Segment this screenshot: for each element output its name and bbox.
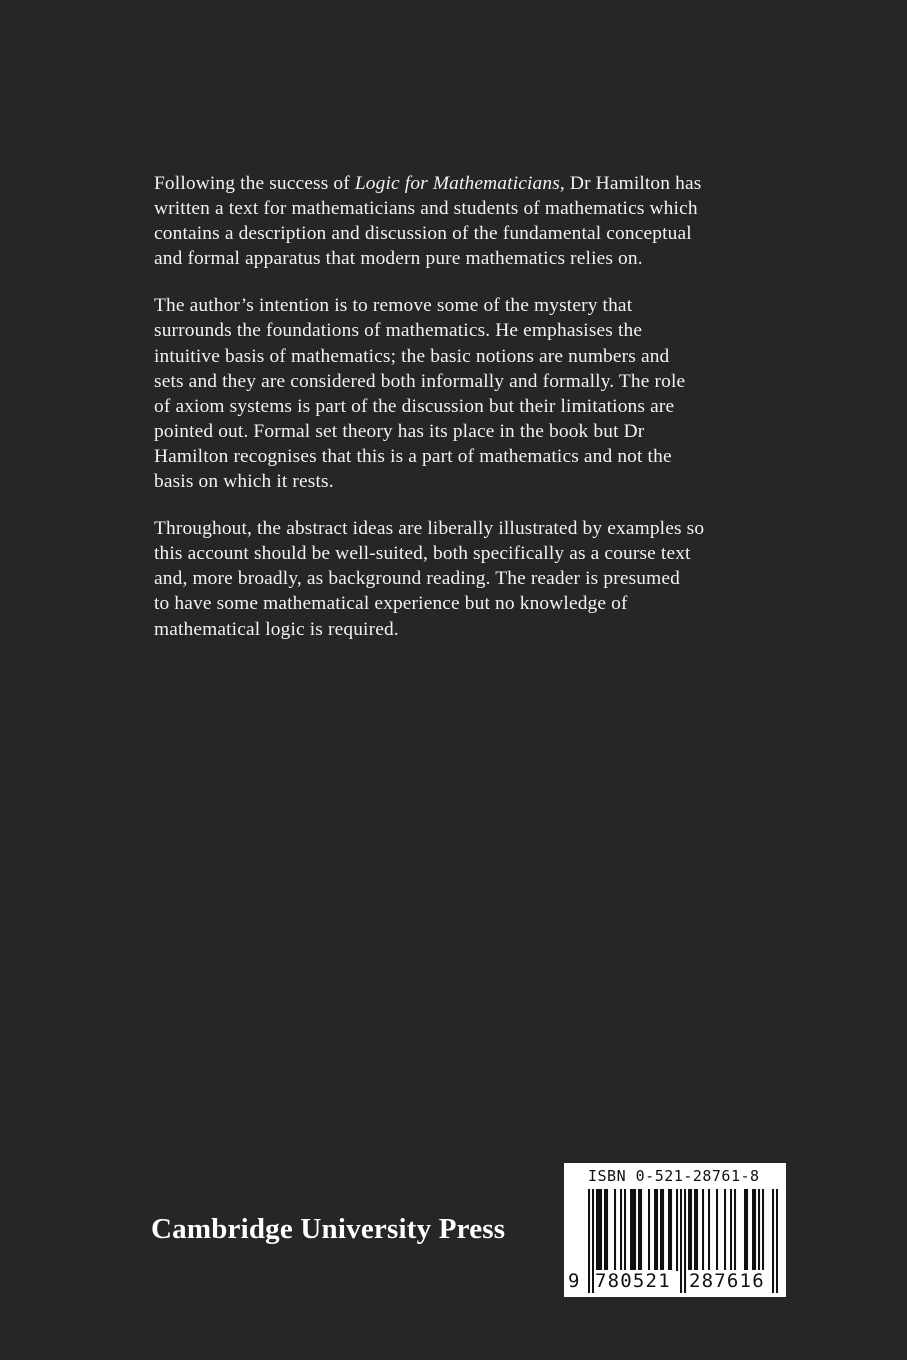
barcode-bar xyxy=(668,1189,670,1271)
barcode-bar xyxy=(734,1189,736,1271)
blurb-line: to have some mathematical experience but no knowledge of xyxy=(154,593,628,615)
barcode-bar xyxy=(716,1189,718,1271)
barcode-bar xyxy=(654,1189,656,1271)
blurb-line: Hamilton recognises that this is a part of mathematics and not the xyxy=(154,445,672,467)
blurb-line: contains a description and discussion of the fundamental conceptual xyxy=(154,223,692,245)
barcode-bar xyxy=(598,1189,600,1271)
ean-left-digits: 780521 xyxy=(595,1270,671,1292)
barcode-guard-bar xyxy=(588,1189,590,1293)
blurb-line: surrounds the foundations of mathematics. He emphasises the xyxy=(154,320,643,342)
barcode-bar xyxy=(606,1189,608,1271)
blurb-line: pointed out. Formal set theory has its place in the book but Dr xyxy=(154,420,645,442)
barcode-bar xyxy=(730,1189,732,1271)
barcode-bar xyxy=(702,1189,704,1271)
barcode-bar xyxy=(624,1189,626,1271)
barcode-guard-bar xyxy=(772,1189,774,1293)
barcode-bar xyxy=(638,1189,640,1271)
barcode-bar xyxy=(690,1189,692,1271)
barcode-bar xyxy=(744,1189,746,1271)
barcode-bar xyxy=(620,1189,622,1271)
ean-right-digits: 287616 xyxy=(689,1270,765,1292)
barcode-bar xyxy=(596,1189,598,1271)
blurb-line: sets and they are considered both informally and formally. The role xyxy=(154,370,686,392)
barcode-bar xyxy=(604,1189,606,1271)
barcode-bar xyxy=(708,1189,710,1271)
barcode-bar xyxy=(640,1189,642,1271)
barcode-guard-bar xyxy=(776,1189,778,1293)
barcode-guard-bar xyxy=(680,1189,682,1293)
isbn-barcode xyxy=(564,1163,786,1297)
blurb-line: this account should be well-suited, both specifically as a course text xyxy=(154,543,691,565)
barcode-bar xyxy=(662,1189,664,1271)
blurb-line: The author’s intention is to remove some of the mystery that xyxy=(154,295,633,317)
barcode-bar xyxy=(656,1189,658,1271)
blurb-line: written a text for mathematicians and students of mathematics which xyxy=(154,198,698,220)
barcode-guard-bar xyxy=(684,1189,686,1293)
blurb-line: of axiom systems is part of the discussion but their limitations are xyxy=(154,395,675,417)
barcode-bar xyxy=(670,1189,672,1271)
barcode-bar xyxy=(688,1189,690,1271)
barcode-bar xyxy=(630,1189,632,1271)
isbn-label: ISBN 0-521-28761-8 xyxy=(588,1167,760,1185)
barcode-bar xyxy=(754,1189,756,1271)
publisher-name: Cambridge University Press xyxy=(151,1213,506,1245)
barcode-bar xyxy=(694,1189,696,1271)
blurb-line: and, more broadly, as background reading. The reader is presumed xyxy=(154,568,680,590)
barcode-bar xyxy=(758,1189,760,1271)
blurb-paragraph-1 xyxy=(154,171,794,271)
barcode-bar xyxy=(614,1189,616,1271)
barcode-bar xyxy=(724,1189,726,1271)
book-title-logic-for-mathematicians: Logic for Mathematicians xyxy=(354,173,560,194)
barcode-bar xyxy=(600,1189,602,1271)
blurb-line: basis on which it rests. xyxy=(154,471,334,493)
blurb-line: and formal apparatus that modern pure mathematics relies on. xyxy=(154,248,643,270)
barcode-bar xyxy=(746,1189,748,1271)
barcode-bar xyxy=(752,1189,754,1271)
barcode-bar xyxy=(660,1189,662,1271)
barcode-bar xyxy=(696,1189,698,1271)
blurb-paragraph-3 xyxy=(154,516,794,641)
barcode-bar xyxy=(648,1189,650,1271)
blurb-line: intuitive basis of mathematics; the basic notions are numbers and xyxy=(154,345,670,367)
barcode-bar xyxy=(632,1189,634,1271)
barcode-bar xyxy=(676,1189,678,1271)
barcode-bar xyxy=(762,1189,764,1271)
blurb-paragraph-2 xyxy=(154,293,794,494)
blurb-line: Throughout, the abstract ideas are liberally illustrated by examples so xyxy=(154,518,705,540)
blurb-line: Following the success of Logic for Mathematicians, Dr Hamilton has xyxy=(154,173,702,194)
barcode-bar xyxy=(634,1189,636,1271)
blurb-line: mathematical logic is required. xyxy=(154,618,399,640)
back-cover-blurb xyxy=(154,171,794,664)
ean-first-digit: 9 xyxy=(568,1270,580,1292)
